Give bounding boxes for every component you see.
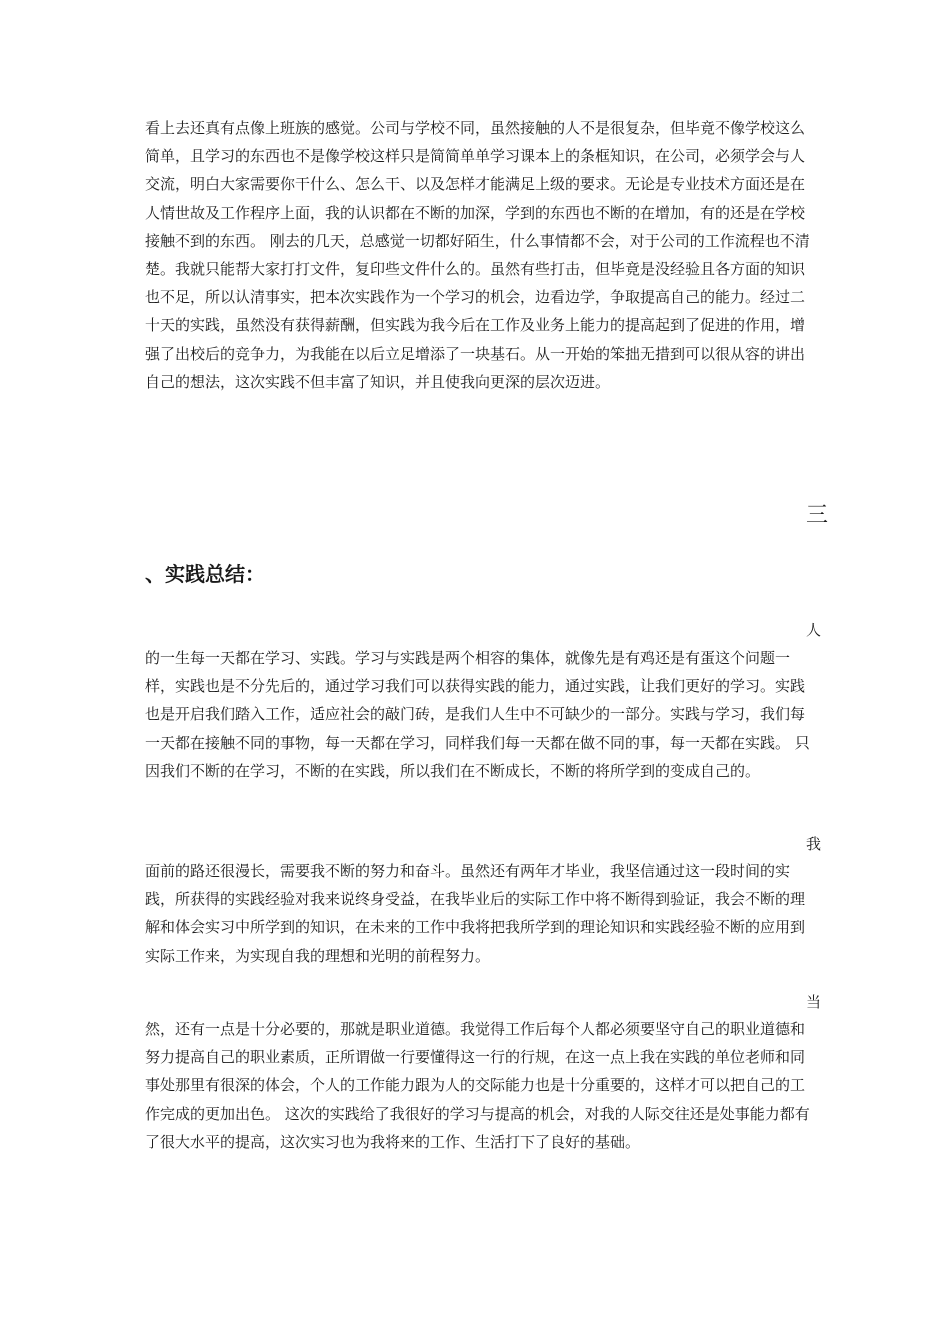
section-title: 、实践总结： <box>145 562 265 586</box>
paragraph-2-lead-char: 我 <box>806 835 822 853</box>
paragraph-1-body: 的一生每一天都在学习、实践。学习与实践是两个相容的集体，就像先是有鸡还是有蛋这个问题一样，实践也是不分先后的，通过学习我们可以获得实践的能力，通过实践，让我们更好的学习。实践也是开启我们踏入工作，适应社会的敲门砖，是我们人生中不可缺少的一部分。实践与学习，我们每一天都在接触不同的事物，每一天都在学习，同样我们每一天都在做不同的事，每一天都在实践。 只因我们不断的在学习，不断的在实践，所以我们在不断成长，不断的将所学到的变成自己的。 <box>145 649 810 780</box>
paragraph-3-body: 然，还有一点是十分必要的，那就是职业道德。我觉得工作后每个人都必须要坚守自己的职业道德和努力提高自己的职业素质，正所谓做一行要懂得这一行的行规，在这一点上我在实践的单位老师和同事处那里有很深的体会，个人的工作能力跟为人的交际能力也是十分重要的，这样才可以把自己的工作完成的更加出色。 这次的实践给了我很好的学习与提高的机会，对我的人际交往还是处事能力都有了很大水平的提高，这次实习也为我将来的工作、生活打下了良好的基础。 <box>145 1020 810 1151</box>
paragraph-2-body: 面前的路还很漫长，需要我不断的努力和奋斗。虽然还有两年才毕业，我坚信通过这一段时间的实践，所获得的实践经验对我来说终身受益，在我毕业后的实际工作中将不断得到验证，我会不断的理解和体会实习中所学到的知识，在未来的工作中我将把我所学到的理论知识和实践经验不断的应用到实际工作来，为实现自我的理想和光明的前程努力。 <box>145 862 806 965</box>
paragraph-1-lead-char: 人 <box>806 621 822 639</box>
intro-paragraph: 看上去还真有点像上班族的感觉。公司与学校不同，虽然接触的人不是很复杂，但毕竟不像学校这么简单，且学习的东西也不是像学校这样只是简简单单学习课本上的条框知识，在公司，必须学会与人交流，明白大家需要你干什么、怎么干、以及怎样才能满足上级的要求。无论是专业技术方面还是在人情世故及工作程序上面，我的认识都在不断的加深，学到的东西也不断的在增加，有的还是在学校接触不到的东西。 刚去的几天，总感觉一切都好陌生，什么事情都不会，对于公司的工作流程也不清楚。我就只能帮大家打打文件，复印些文件什么的。虽然有些打击，但毕竟是没经验且各方面的知识也不足，所以认清事实，把本次实践作为一个学习的机会，边看边学，争取提高自己的能力。经过二十天的实践，虽然没有获得薪酬，但实践为我今后在工作及业务上能力的提高起到了促进的作用，增强了出校后的竞争力，为我能在以后立足增添了一块基石。从一开始的笨拙无措到可以很从容的讲出自己的想法，这次实践不但丰富了知识，并且使我向更深的层次迈进。 <box>145 119 810 391</box>
section-number: 三 <box>806 503 829 528</box>
paragraph-3-lead-char: 当 <box>806 993 822 1011</box>
